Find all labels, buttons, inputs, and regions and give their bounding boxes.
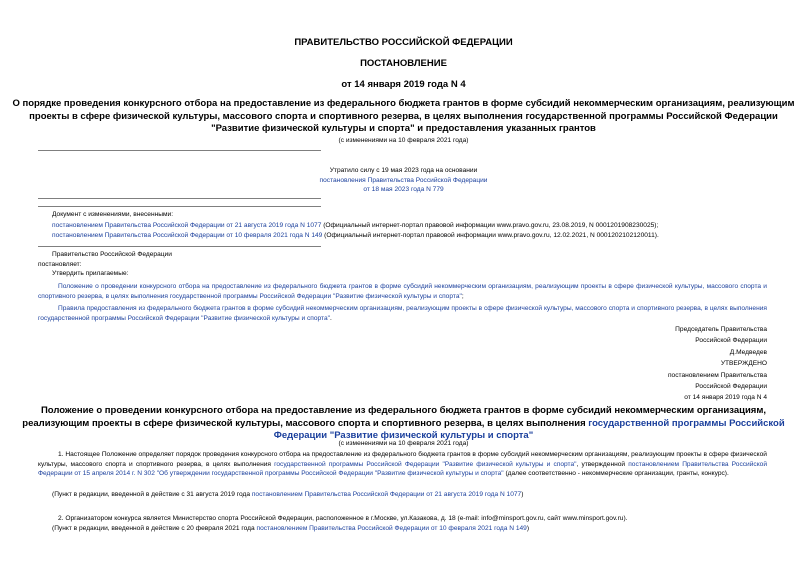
amendment-note: (с изменениями на 10 февраля 2021 года) xyxy=(338,137,469,144)
rules-link[interactable]: Правила предоставления из федерального бюджета грантов в форме субсидий некоммерческим организациям, реализующим проекты в сфере физической культуры, массового спорта и спортивного резерва, в целях выполнения государственной программы Российской Федерации "Развитие физической культуры и спорта" xyxy=(38,305,767,322)
note-text: ) xyxy=(521,491,524,498)
amendment-item xyxy=(52,231,772,241)
document-type: ПОСТАНОВЛЕНИЕ xyxy=(360,58,447,69)
regulation-title xyxy=(0,405,807,443)
clause-text: 1. Настоящее Положение определяет порядок проведения конкурсного отбора на предоставление из федерального бюджета грантов в форме субсидий некоммерческим организациям, реализующим проекты в сфере физической культуры, массового спорта и спортивного резерва, в целях выполнения xyxy=(38,451,767,468)
amendment-link[interactable]: постановлением Правительства Российской Федерации от 10 февраля 2021 года N 149 xyxy=(256,525,527,532)
approved-date: от 14 января 2019 года N 4 xyxy=(684,394,767,402)
signer-position: Российской Федерации xyxy=(695,337,767,345)
decree-resolves: постановляет: xyxy=(38,260,82,268)
approved-stamp: УТВЕРЖДЕНО xyxy=(720,360,767,368)
clause-text: 2. Организатором конкурса является Министерство спорта Российской Федерации, расположенное в г.Москве, ул.Казакова, д. 18 (e-mail: info@minsport.gov.ru, сайт www.minsport.gov.ru). xyxy=(58,515,628,522)
approved-by: постановлением Правительства xyxy=(667,371,767,379)
expired-link[interactable]: от 18 мая 2023 года N 779 xyxy=(363,186,444,193)
document-date-number: от 14 января 2019 года N 4 xyxy=(341,79,466,90)
amendments-intro: Документ с изменениями, внесенными: xyxy=(52,211,174,218)
program-link[interactable]: государственной программы Российской xyxy=(588,417,785,429)
decree-item-end: . xyxy=(330,314,332,322)
regulation-amendment-note: (с изменениями на 10 февраля 2021 года) xyxy=(338,440,469,447)
decree-item xyxy=(38,282,767,301)
amendment-source: (Официальный интернет-портал правовой информации www.pravo.gov.ru, 23.08.2019, N 0001201908230025); xyxy=(321,221,659,229)
decree-link[interactable]: постановлением Правительства Российской Федерации от 15 апреля 2014 г. N 302 "Об утверждении государственной программы Российской Федерации "Развитие физической культуры и спорта" xyxy=(38,460,768,478)
clause-1-note xyxy=(38,490,767,500)
signature-block xyxy=(668,324,767,404)
decree-government: Правительство Российской Федерации xyxy=(52,251,172,258)
divider xyxy=(38,246,321,247)
government-name: ПРАВИТЕЛЬСТВО РОССИЙСКОЙ ФЕДЕРАЦИИ xyxy=(294,37,513,48)
note-text: (Пункт в редакции, введенной в действие с 20 февраля 2021 года xyxy=(52,525,257,532)
program-link[interactable]: Федерации "Развитие физической культуры и спорта" xyxy=(273,430,534,441)
amendment-source: (Официальный интернет-портал правовой информации www.pravo.gov.ru, 12.02.2021, N 0001202102120011). xyxy=(322,232,659,239)
program-link[interactable]: государственной программы Российской Федерации "Развитие физической культуры и спорта" xyxy=(274,460,577,468)
clause-2-note xyxy=(38,524,767,534)
decree-item-end: ; xyxy=(461,292,464,300)
amendment-link[interactable]: постановлением Правительства Российской Федерации от 10 февраля 2021 года N 149 xyxy=(52,232,323,239)
divider xyxy=(38,198,321,199)
decree-body xyxy=(38,250,772,279)
expired-text: Утратило силу с 19 мая 2023 года на основании xyxy=(329,167,478,174)
signer-position: Председатель Правительства xyxy=(675,326,767,333)
regulation-title-line: Положение о проведении конкурсного отбора на предоставление из федерального бюджета грантов в форме субсидий некоммерческим организациям, xyxy=(40,405,767,416)
note-text: ) xyxy=(526,525,530,532)
clause-2 xyxy=(38,514,767,524)
clause-1 xyxy=(38,450,767,479)
amendment-link[interactable]: постановлением Правительства Российской Федерации от 21 августа 2019 года N 1077 xyxy=(251,491,522,498)
signer-name: Д.Медведев xyxy=(729,348,767,356)
divider xyxy=(38,150,321,151)
regulation-link[interactable]: Положение о проведении конкурсного отбора на предоставление из федерального бюджета грантов в форме субсидий некоммерческим организациям, реализующим проекты в сфере физической культуры, массового спорта и спортивного резерва, в целях выполнения государственной программы Российской Федерации "Развитие физической культуры и спорта" xyxy=(38,283,767,300)
regulation-title-text: реализующим проекты в сфере физической культуры, массового спорта и спортивного резерва, в целях выполнения xyxy=(22,417,589,429)
clause-text: (далее соответственно - некоммерческие организации, гранты, конкурс). xyxy=(503,470,729,478)
amendment-item xyxy=(52,221,772,231)
expired-notice xyxy=(0,166,807,195)
approved-by: Российской Федерации xyxy=(695,383,767,391)
amendment-link[interactable]: постановлением Правительства Российской Федерации от 21 августа 2019 года N 1077 xyxy=(52,221,322,229)
divider xyxy=(38,206,321,207)
decree-approve: Утвердить прилагаемые: xyxy=(52,270,129,277)
regulation-title-line xyxy=(0,418,807,431)
decree-item xyxy=(38,304,767,323)
document-title xyxy=(0,98,807,136)
note-text: (Пункт в редакции, введенной в действие с 31 августа 2019 года xyxy=(52,491,252,498)
document-title-line: проекты в сфере физической культуры, массового спорта и спортивного резерва, в целях выполнения государственной программы Российской Федерации xyxy=(29,110,778,122)
expired-link[interactable]: постановления Правительства Российской Федерации xyxy=(319,176,488,184)
amendments-list xyxy=(52,210,772,241)
document-title-line: О порядке проведения конкурсного отбора на предоставление из федерального бюджета грантов в форме субсидий некоммерческим организациям, реализующим xyxy=(12,98,795,109)
clause-text: , утвержденной xyxy=(576,460,629,468)
document-title-line: "Развитие физической культуры и спорта" и предоставления указанных грантов xyxy=(211,123,596,134)
